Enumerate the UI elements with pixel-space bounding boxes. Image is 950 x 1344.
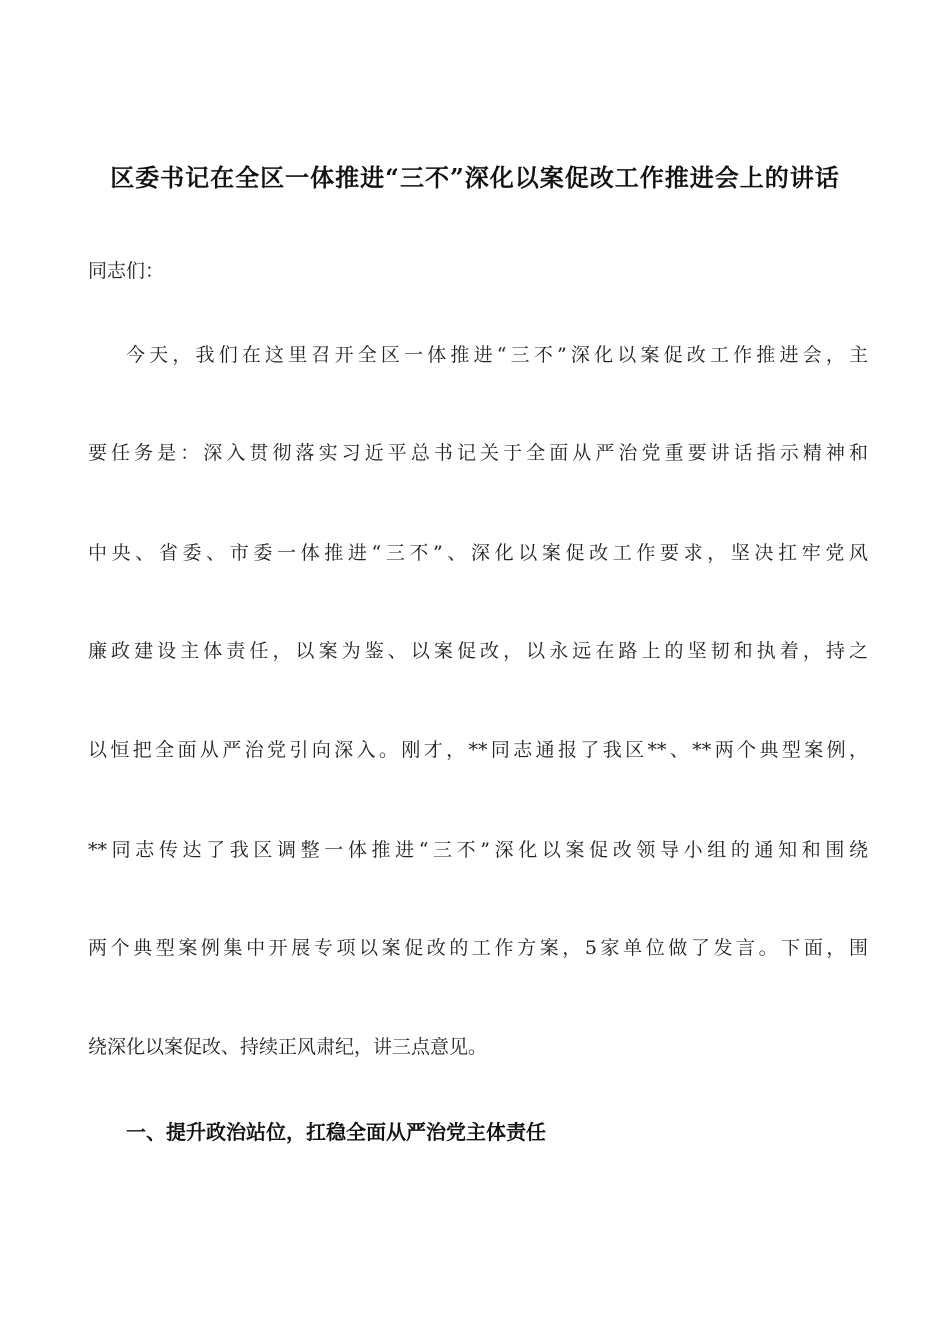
paragraph-line: 两个典型案例集中开展专项以案促改的工作方案，5家单位做了发言。下面，围: [88, 937, 868, 959]
paragraph-line: 今天，我们在这里召开全区一体推进“三不”深化以案促改工作推进会，主: [126, 344, 868, 366]
paragraph-line: 要任务是：深入贯彻落实习近平总书记关于全面从严治党重要讲话指示精神和: [88, 442, 868, 464]
paragraph-line: **同志传达了我区调整一体推进“三不”深化以案促改领导小组的通知和围绕: [88, 839, 868, 861]
document-title: 区委书记在全区一体推进“三不”深化以案促改工作推进会上的讲话: [110, 163, 840, 192]
paragraph-line: 以恒把全面从严治党引向深入。刚才，**同志通报了我区**、**两个典型案例，: [88, 739, 868, 761]
paragraph-line: 廉政建设主体责任，以案为鉴、以案促改，以永远在路上的坚韧和执着，持之: [88, 640, 868, 662]
salutation: 同志们：: [88, 260, 165, 282]
section-heading: 一、提升政治站位，扛稳全面从严治党主体责任: [126, 1120, 546, 1144]
paragraph-line: 中央、省委、市委一体推进“三不”、深化以案促改工作要求，坚决扛牢党风: [88, 542, 868, 564]
paragraph-line: 绕深化以案促改、持续正风肃纪，讲三点意见。: [88, 1036, 488, 1058]
